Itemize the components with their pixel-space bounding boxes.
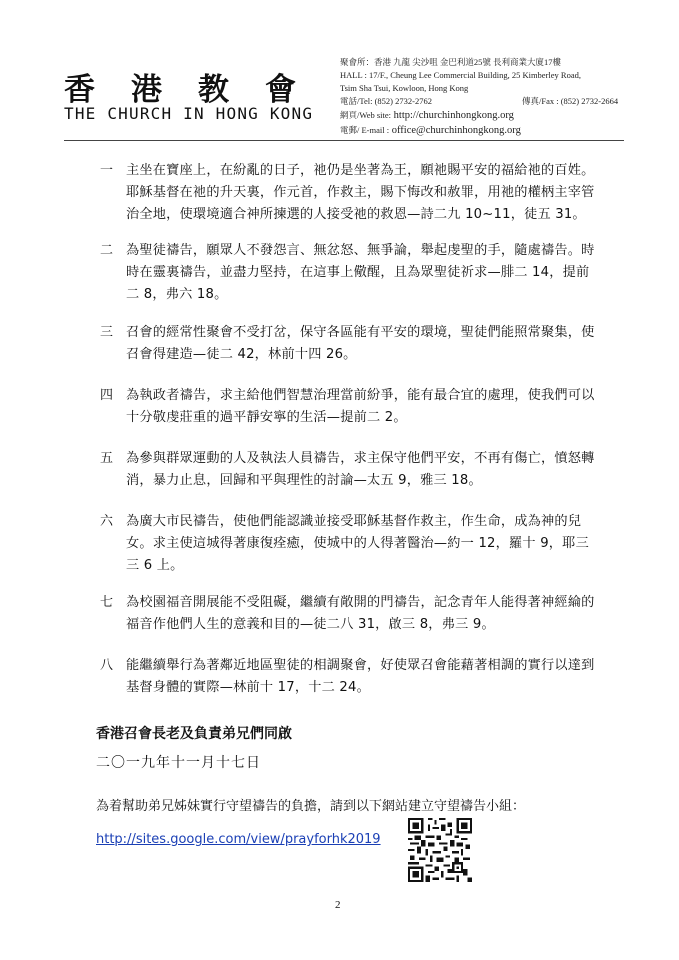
signature: 香港召會長老及負責弟兄們同啟 — [96, 726, 292, 742]
item-number: 二 — [100, 243, 114, 258]
church-name-chinese: 香港教會 — [64, 72, 332, 108]
website-link[interactable]: http://churchinhongkong.org — [393, 110, 514, 121]
item-number: 六 — [100, 514, 114, 529]
item-text: 主坐在寶座上，在紛亂的日子，祂仍是坐著為王，願祂賜平安的福給祂的百姓。耶穌基督在祂的升天裏，作元首，作救主，賜下悔改和赦罪，用祂的權柄主宰管治全地，使環境適合神所揀選的人接受祂的救恩—詩二九 10~11，徒五 31。 — [126, 163, 595, 222]
item-text: 為聖徒禱告，願眾人不發怨言、無忿怒、無爭論，舉起虔聖的手，隨處禱告。時時在靈裏禱告，並盡力堅持，在這事上儆醒，且為眾聖徒祈求—腓二 14，提前二 8，弗六 18。 — [126, 243, 595, 302]
item-text: 能繼續舉行為著鄰近地區聖徒的相調聚會，好使眾召會能藉著相調的實行以達到基督身體的實際—林前十 17，十二 24。 — [126, 658, 595, 695]
website-row — [340, 108, 670, 123]
item-text: 為參與群眾運動的人及執法人員禱告，求主保守他們平安，不再有傷亡，憤怒轉消，暴力止息，回歸和平與理性的討論—太五 9，雅三 18。 — [126, 451, 595, 488]
prayer-group-link[interactable]: http://sites.google.com/view/prayforhk2019 — [96, 832, 381, 847]
address-english-line2: Tsim Sha Tsui, Kowloon, Hong Kong — [340, 83, 469, 93]
item-number: 八 — [100, 658, 114, 673]
header-divider — [64, 140, 624, 141]
help-text: 為着幫助弟兄姊妹實行守望禱告的負擔，請到以下網站建立守望禱告小組： — [96, 799, 526, 814]
item-text: 為校園福音開展能不受阻礙，繼續有敞開的門禱告，記念青年人能得著神經綸的福音作他們人生的意義和目的—徒二八 31，啟三 8，弗三 9。 — [126, 595, 595, 632]
item-text: 為執政者禱告，求主給他們智慧治理當前紛爭，能有最合宜的處理，使我們可以十分敬虔莊重的過平靜安寧的生活—提前二 2。 — [126, 388, 595, 425]
fax: 傳真/Fax : (852) 2732-2664 — [522, 96, 619, 106]
email-label: 電郵/ E-mail : — [340, 125, 390, 135]
phone-row — [340, 95, 670, 108]
item-text: 召會的經常性聚會不受打岔，保守各區能有平安的環境，聖徒們能照常聚集，使召會得建造—徒二 42，林前十四 26。 — [126, 325, 595, 362]
item-number: 五 — [100, 451, 114, 466]
page-number: 2 — [335, 899, 341, 911]
date: 二〇一九年十一月十七日 — [96, 755, 261, 771]
item-number: 三 — [100, 325, 114, 340]
address-english-line1: HALL : 17/F., Cheung Lee Commercial Building, 25 Kimberley Road, — [340, 70, 581, 80]
address-chinese: 聚會所：香港 九龍 尖沙咀 金巴利道25號 長利商業大廈17樓 — [340, 57, 562, 67]
email-link[interactable]: office@churchinhongkong.org — [391, 125, 521, 136]
website-label: 網頁/Web site: — [340, 110, 392, 120]
item-text: 為廣大市民禱告，使他們能認識並接受耶穌基督作救主，作生命，成為神的兒女。求主使這城得著康復痊癒，使城中的人得著醫治—約一 12，羅十 9，耶三三 6 上。 — [126, 514, 589, 573]
item-number: 七 — [100, 595, 114, 610]
church-name-english: THE CHURCH IN HONG KONG — [64, 104, 314, 123]
item-number: 四 — [100, 388, 114, 403]
item-number: 一 — [100, 163, 114, 178]
email-row — [340, 123, 670, 138]
telephone: 電話/Tel: (852) 2732-2762 — [340, 96, 432, 106]
contact-info — [340, 56, 670, 138]
qr-code-icon — [408, 818, 472, 882]
letterhead — [0, 0, 679, 140]
